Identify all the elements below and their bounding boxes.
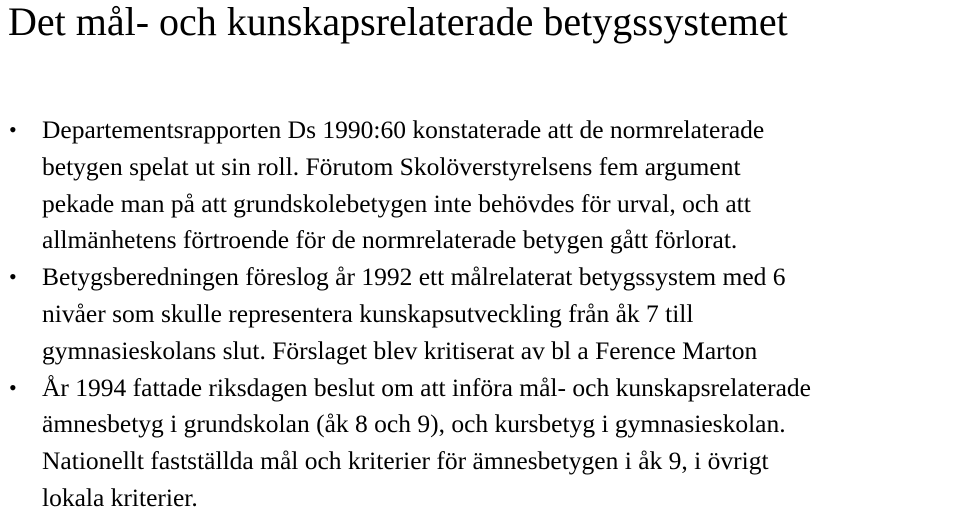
bullet-text-line: År 1994 fattade riksdagen beslut om att införa mål- och kunskapsrelaterade	[42, 372, 811, 402]
bullet-item-2	[0, 259, 960, 369]
slide-title: Det mål- och kunskapsrelaterade betygssystemet	[8, 0, 788, 44]
bullet-text-line: gymnasieskolans slut. Förslaget blev kritiserat av bl a Ference Marton	[42, 335, 758, 365]
bullet-item-3	[0, 370, 960, 517]
bullet-text-line: pekade man på att grundskolebetygen inte behövdes för urval, och att	[42, 188, 751, 218]
bullet-text-line: ämnesbetyg i grundskolan (åk 8 och 9), och kursbetyg i gymnasieskolan.	[42, 409, 786, 439]
bullet-text-line: lokala kriterier.	[42, 482, 198, 512]
bullet-list	[0, 112, 960, 517]
bullet-text-line: nivåer som skulle representera kunskapsutveckling från åk 7 till	[42, 298, 694, 328]
bullet-item-1	[0, 112, 960, 259]
bullet-text-line: Departementsrapporten Ds 1990:60 konstaterade att de normrelaterade	[42, 115, 765, 144]
bullet-icon: •	[9, 264, 17, 290]
bullet-text-line: Betygsberedningen föreslog år 1992 ett målrelaterat betygssystem med 6	[42, 262, 786, 292]
bullet-icon: •	[9, 117, 17, 142]
bullet-text-line: allmänhetens förtroende för de normrelaterade betygen gått förlorat.	[42, 225, 738, 255]
bullet-text-line: Nationellt fastställda mål och kriterier för ämnesbetygen i åk 9, i övrigt	[42, 446, 769, 476]
bullet-icon: •	[9, 374, 17, 400]
bullet-text-line: betygen spelat ut sin roll. Förutom Skolöverstyrelsens fem argument	[42, 151, 741, 181]
